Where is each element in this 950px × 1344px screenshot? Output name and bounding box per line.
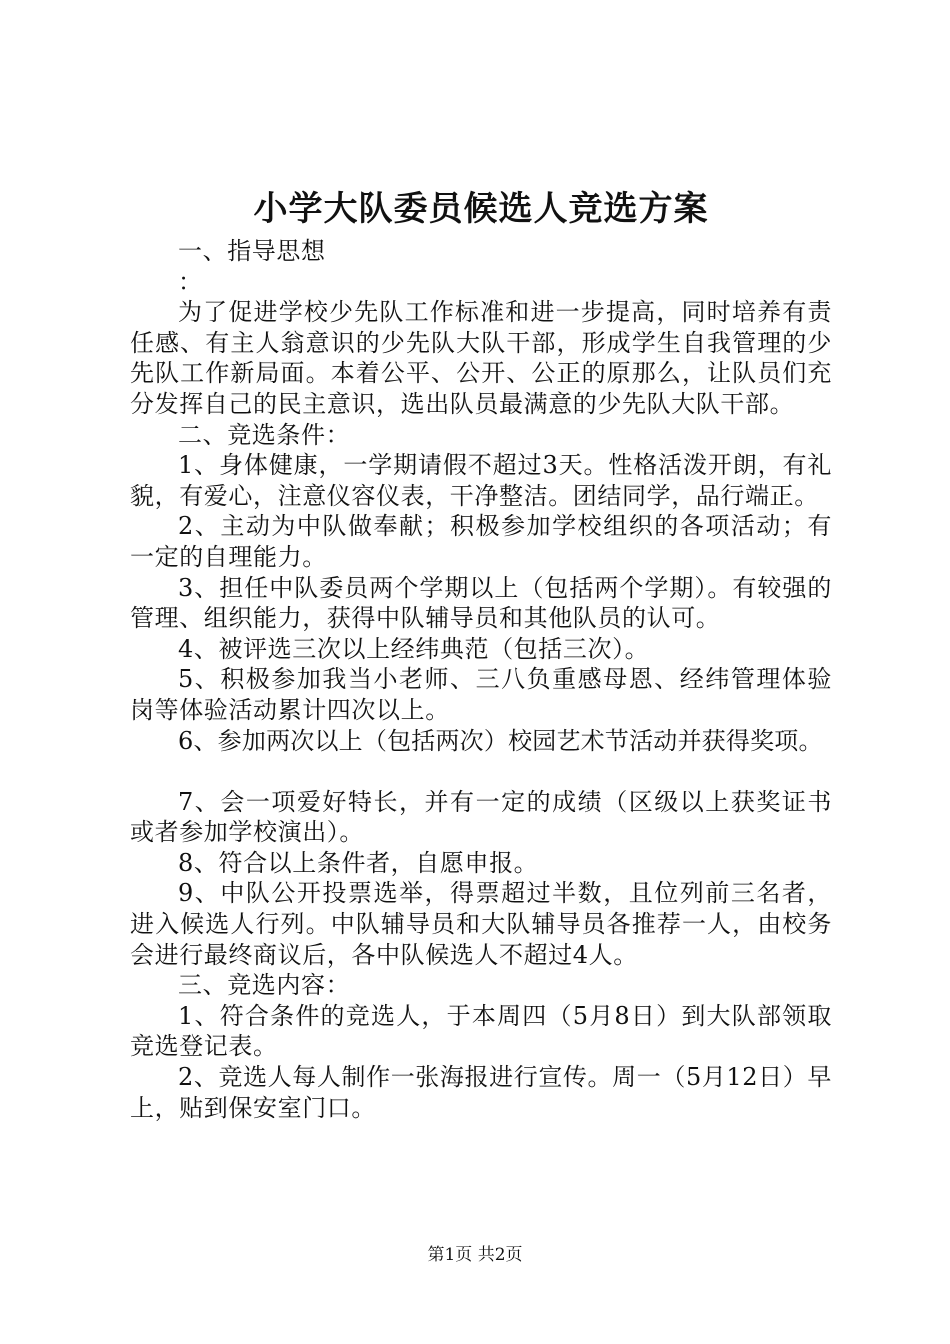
- content-item-1: 1、符合条件的竞选人，于本周四（5月8日）到大队部领取竞选登记表。: [130, 1001, 832, 1061]
- condition-item-3: 3、担任中队委员两个学期以上（包括两个学期）。有较强的管理、组织能力，获得中队辅导员和其他队员的认可。: [130, 573, 832, 633]
- section-heading-conditions: 二、竞选条件：: [178, 420, 351, 449]
- blank-line: [130, 756, 832, 787]
- condition-item-2: 2、主动为中队做奉献；积极参加学校组织的各项活动；有一定的自理能力。: [130, 512, 832, 571]
- condition-item-5: 5、积极参加我当小老师、三八负重感母恩、经纬管理体验岗等体验活动累计四次以上。: [130, 665, 832, 724]
- page-footer: 第1页 共2页: [427, 1245, 523, 1265]
- document-title: 小学大队委员候选人竞选方案: [253, 189, 709, 229]
- section-heading-guiding-ideology: 一、指导思想: [178, 237, 326, 265]
- document-page: [130, 186, 832, 1123]
- condition-item-4: 4、被评选三次以上经纬典范（包括三次）。: [178, 634, 650, 663]
- paragraph-purpose: 为了促进学校少先队工作标准和进一步提高，同时培养有责任感、有主人翁意识的少先队大队干部，形成学生自我管理的少先队工作新局面。本着公平、公开、公正的原那么，让队员们充分发挥自己的民主意识，选出队员最满意的少先队大队干部。: [130, 298, 832, 418]
- content-item-2: 2、竞选人每人制作一张海报进行宣传。周一（5月12日）早上，贴到保安室门口。: [130, 1063, 832, 1122]
- condition-item-8: 8、符合以上条件者，自愿申报。: [178, 848, 539, 877]
- section-heading-content: 三、竞选内容：: [178, 971, 351, 1000]
- colon-line: ：: [178, 267, 203, 296]
- condition-item-9: 9、中队公开投票选举，得票超过半数，且位列前三名者，进入候选人行列。中队辅导员和大队辅导员各推荐一人，由校务会进行最终商议后，各中队候选人不超过4人。: [130, 879, 832, 969]
- condition-item-1: 1、身体健康，一学期请假不超过3天。性格活泼开朗，有礼貌，有爱心，注意仪容仪表，干净整洁。团结同学，品行端正。: [130, 451, 832, 510]
- condition-item-7: 7、会一项爱好特长，并有一定的成绩（区级以上获奖证书或者参加学校演出）。: [130, 787, 832, 847]
- condition-item-6: 6、参加两次以上（包括两次）校园艺术节活动并获得奖项。: [178, 726, 823, 755]
